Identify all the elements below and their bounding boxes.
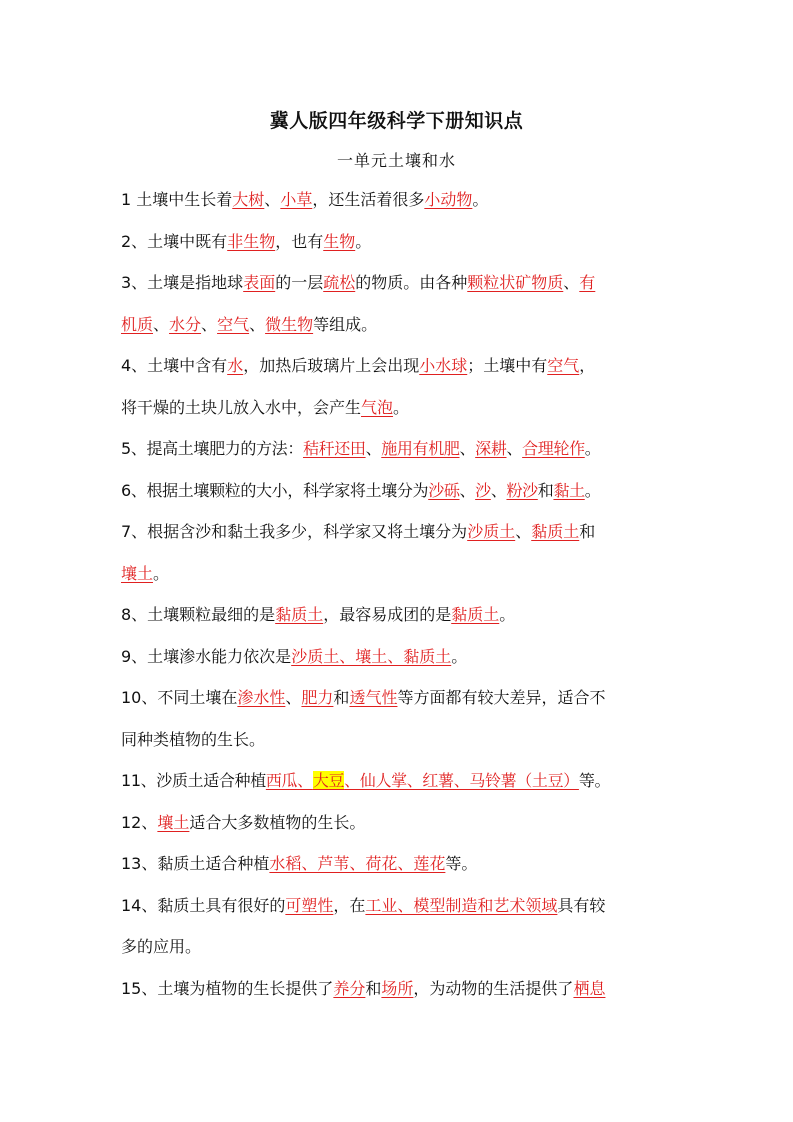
- line-text: 、: [515, 522, 532, 541]
- line-text: 、: [563, 273, 580, 292]
- line-text: 、: [506, 439, 523, 458]
- text-line: [121, 477, 681, 519]
- line-text: 和: [365, 978, 382, 998]
- highlighted-keyword: 大豆: [312, 771, 345, 790]
- page-title: 冀人版四年级科学下册知识点: [269, 110, 524, 132]
- line-text: 8、土壤颗粒最细的是: [121, 605, 276, 624]
- line-text: 5、提高土壤肥力的方法：: [121, 439, 303, 458]
- line-text: 同种类植物的生长。: [121, 729, 266, 749]
- line-text: ；土壤中有: [467, 356, 548, 375]
- underlined-keyword: 气泡: [361, 397, 394, 417]
- line-text: 3、土壤是指地球: [121, 273, 244, 292]
- underlined-keyword: 水分: [169, 314, 202, 334]
- line-text: 、: [459, 439, 476, 458]
- text-line: [121, 892, 681, 934]
- underlined-keyword: 黏土: [553, 480, 585, 500]
- line-text: 。: [499, 605, 516, 624]
- line-text: 12、: [121, 812, 158, 832]
- underlined-keyword: 表面: [243, 273, 276, 292]
- text-line: [121, 228, 681, 270]
- line-text: 。: [355, 231, 372, 251]
- underlined-keyword: 场所: [381, 978, 414, 998]
- line-text: 。: [451, 646, 468, 666]
- line-text: 14、黏质土具有很好的: [121, 895, 286, 915]
- line-text: 和: [579, 522, 596, 541]
- underlined-keyword: 疏松: [323, 273, 356, 292]
- underlined-keyword: 小草: [280, 190, 313, 209]
- line-text: 、: [201, 314, 218, 334]
- text-line: [121, 643, 681, 685]
- underlined-keyword: 透气性: [349, 688, 398, 707]
- underlined-keyword: 渗水性: [237, 688, 286, 707]
- text-line: [121, 933, 681, 975]
- text-line: [121, 850, 681, 892]
- knowledge-list: [121, 186, 681, 1016]
- line-text: 13、黏质土适合种植: [121, 854, 270, 873]
- line-text: 具有较: [557, 895, 606, 915]
- line-text: 等。: [578, 771, 611, 790]
- line-text: ，为动物的生活提供了: [413, 978, 574, 998]
- underlined-keyword: 水: [227, 356, 244, 375]
- underlined-keyword: 大树: [232, 190, 265, 209]
- underlined-keyword: 生物: [323, 231, 356, 251]
- underlined-keyword: 养分: [333, 978, 366, 998]
- underlined-keyword: 有: [579, 273, 596, 292]
- underlined-keyword: 小水球: [419, 356, 468, 375]
- underlined-keyword: 水稻、芦苇、荷花、莲花: [269, 854, 446, 873]
- underlined-keyword: 肥力: [301, 688, 334, 707]
- line-text: 。: [584, 480, 601, 500]
- underlined-keyword: 颗粒状矿物质: [467, 273, 564, 292]
- underlined-keyword: 秸秆还田: [302, 439, 366, 458]
- underlined-keyword: 黏质土: [451, 605, 500, 624]
- underlined-keyword: 、仙人掌、红薯、马铃薯（土豆）: [344, 771, 579, 790]
- line-text: 、: [264, 190, 281, 209]
- line-text: 。: [584, 439, 601, 458]
- line-text: 和: [537, 480, 554, 500]
- line-text: 2、土壤中既有: [121, 231, 228, 251]
- line-text: 15、土壤为植物的生长提供了: [121, 978, 334, 998]
- line-text: ，也有: [275, 231, 324, 251]
- line-text: ，: [579, 356, 596, 375]
- line-text: 将干燥的土块儿放入水中，会产生: [121, 397, 362, 417]
- line-text: 等。: [445, 854, 478, 873]
- line-text: 10、不同土壤在: [121, 688, 238, 707]
- underlined-keyword: 沙砾: [428, 480, 460, 500]
- line-text: 、: [153, 314, 170, 334]
- text-line: [121, 186, 681, 228]
- underlined-keyword: 工业、模型制造和艺术领域: [365, 895, 558, 915]
- line-text: 的一层: [275, 273, 324, 292]
- underlined-keyword: 栖息: [573, 978, 606, 998]
- text-line: [121, 311, 681, 353]
- line-text: ，还生活着很多: [312, 190, 425, 209]
- text-line: [121, 518, 681, 560]
- underlined-keyword: 可塑性: [285, 895, 334, 915]
- line-text: 。: [153, 563, 170, 583]
- underlined-keyword: 机质: [121, 314, 154, 334]
- underlined-keyword: 粉沙: [506, 480, 538, 500]
- text-line: [121, 684, 681, 726]
- underlined-keyword: 壤土: [157, 812, 190, 832]
- line-text: 。: [472, 190, 489, 209]
- text-line: [121, 269, 681, 311]
- line-text: ，加热后玻璃片上会出现: [243, 356, 420, 375]
- text-line: [121, 560, 681, 602]
- text-line: [121, 352, 681, 394]
- line-text: 适合大多数植物的生长。: [189, 812, 366, 832]
- line-text: 等方面都有较大差异，适合不: [397, 688, 606, 707]
- line-text: 11、沙质土适合种植: [121, 771, 266, 790]
- underlined-keyword: 空气: [547, 356, 580, 375]
- line-text: 6、根据土壤颗粒的大小，科学家将土壤分为: [121, 480, 429, 500]
- line-text: 。: [393, 397, 410, 417]
- line-text: 多的应用。: [121, 937, 202, 956]
- line-text: 等组成。: [313, 314, 378, 334]
- line-text: 和: [333, 688, 350, 707]
- line-text: 7、根据含沙和黏土我多少，科学家又将土壤分为: [121, 522, 468, 541]
- underlined-keyword: 沙质土、壤土、黏质土: [291, 646, 452, 666]
- line-text: 1 土壤中生长着: [121, 190, 233, 209]
- underlined-keyword: 空气: [217, 314, 250, 334]
- text-line: [121, 435, 681, 477]
- text-line: [121, 726, 681, 768]
- text-line: [121, 601, 681, 643]
- line-text: 4、土壤中含有: [121, 356, 228, 375]
- underlined-keyword: 黏质土: [531, 522, 580, 541]
- underlined-keyword: 小动物: [424, 190, 473, 209]
- underlined-keyword: 施用有机肥: [381, 439, 460, 458]
- line-text: 的物质。由各种: [355, 273, 468, 292]
- underlined-keyword: 合理轮作: [522, 439, 585, 458]
- text-line: [121, 767, 681, 809]
- text-line: [121, 975, 681, 1017]
- text-line: [121, 394, 681, 436]
- line-text: 、: [459, 480, 476, 500]
- underlined-keyword: 深耕: [475, 439, 507, 458]
- line-text: ，在: [333, 895, 366, 915]
- underlined-keyword: 沙: [475, 480, 491, 500]
- line-text: 、: [365, 439, 382, 458]
- line-text: ，最容易成团的是: [323, 605, 452, 624]
- underlined-keyword: 壤土: [121, 563, 154, 583]
- line-text: 、: [490, 480, 507, 500]
- text-line: [121, 809, 681, 851]
- underlined-keyword: 非生物: [227, 231, 276, 251]
- underlined-keyword: 西瓜、: [265, 771, 313, 790]
- line-text: 、: [285, 688, 302, 707]
- underlined-keyword: 微生物: [265, 314, 314, 334]
- unit-subtitle: 一单元土壤和水: [336, 151, 456, 170]
- underlined-keyword: 沙质土: [467, 522, 516, 541]
- line-text: 、: [249, 314, 266, 334]
- underlined-keyword: 黏质土: [275, 605, 324, 624]
- line-text: 9、土壤渗水能力依次是: [121, 646, 292, 666]
